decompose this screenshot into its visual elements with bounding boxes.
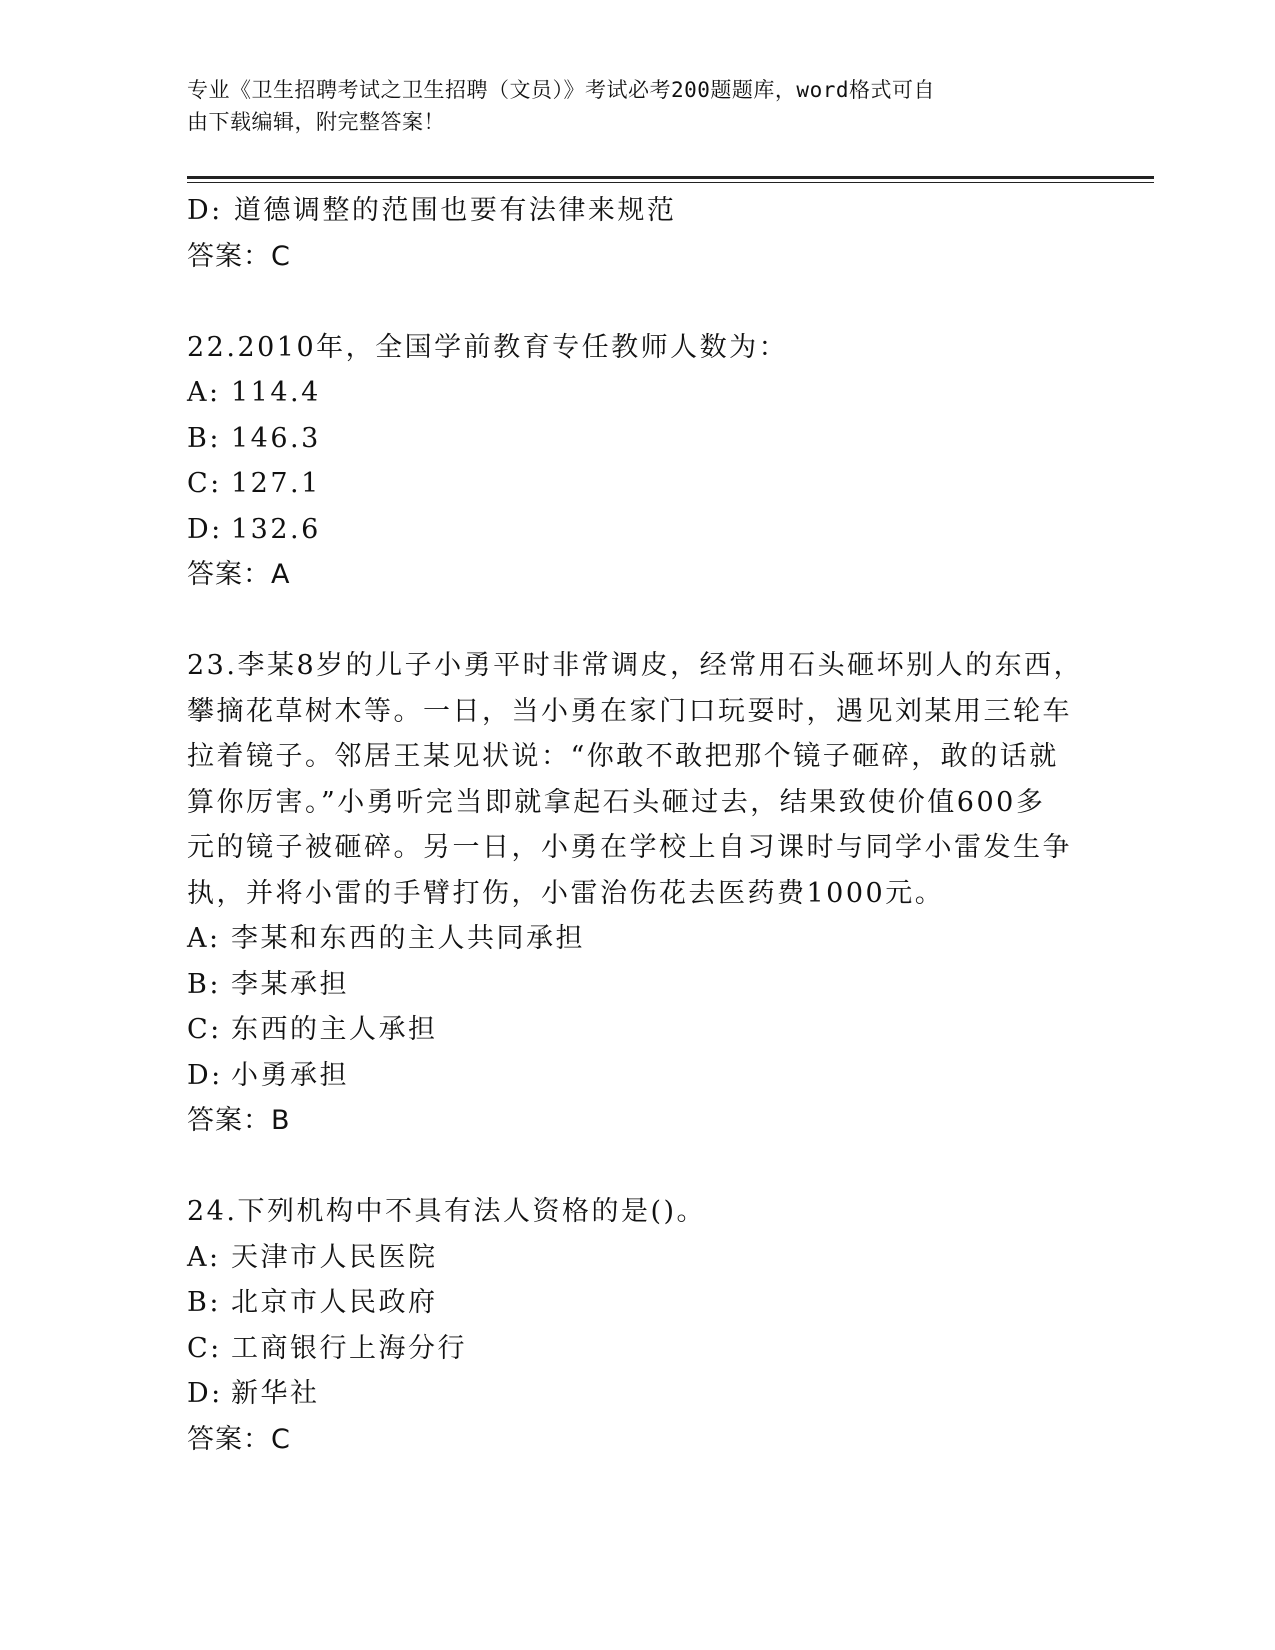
option-text: 132.6 <box>231 513 321 545</box>
option-key: C: <box>187 1332 222 1364</box>
question-stem-line: 执，并将小雷的手臂打伤，小雷治伤花去医药费1000元。 <box>187 877 945 909</box>
option-d <box>187 1053 1067 1099</box>
answer-label: 答案：B <box>187 1105 291 1136</box>
option-a <box>187 1235 1067 1281</box>
option-a <box>187 370 1067 416</box>
option-key: A: <box>187 377 221 408</box>
question-stem-line: 23.李某8岁的儿子小勇平时非常调皮，经常用石头砸坏别人的东西， <box>187 650 1084 681</box>
option-a <box>187 916 1067 962</box>
header-rule-thin <box>187 182 1154 183</box>
option-text: 114.4 <box>231 377 321 408</box>
question-23 <box>187 643 1084 1144</box>
option-d <box>187 507 1067 553</box>
option-b <box>187 962 1067 1008</box>
option-text: 李某承担 <box>231 968 349 1000</box>
header-line-2: 由下载编辑，附完整答案！ <box>187 110 445 134</box>
option-text: 李某和东西的主人共同承担 <box>231 923 585 954</box>
option-text: 小勇承担 <box>231 1059 349 1091</box>
option-key: A: <box>187 923 221 954</box>
option-key: B: <box>187 968 221 1000</box>
carryover-option-d: D: 道德调整的范围也要有法律来规范 <box>187 195 677 226</box>
option-b <box>187 1280 1067 1326</box>
document-body <box>187 188 1084 1462</box>
answer-label: 答案：C <box>187 1423 291 1455</box>
carryover-answer: 答案：C <box>187 240 291 272</box>
option-d <box>187 1371 1067 1417</box>
option-c <box>187 1007 1067 1053</box>
option-key: D: <box>187 513 223 545</box>
question-stem-line: 攀摘花草树木等。一日，当小勇在家门口玩耍时，遇见刘某用三轮车 <box>187 695 1072 727</box>
option-c <box>187 461 1067 507</box>
option-text: 天津市人民医院 <box>231 1241 438 1273</box>
option-key: D: <box>187 1059 223 1091</box>
answer-label: 答案：A <box>187 559 291 590</box>
option-key: D: <box>187 1378 223 1409</box>
header-line-1: 专业《卫生招聘考试之卫生招聘（文员）》考试必考200题题库，word格式可自 <box>187 78 935 102</box>
option-b <box>187 416 1067 462</box>
option-text: 146.3 <box>231 422 321 454</box>
question-24 <box>187 1189 1067 1462</box>
option-text: 工商银行上海分行 <box>231 1332 467 1364</box>
question-stem-line: 拉着镜子。邻居王某见状说：“你敢不敢把那个镜子砸碎，敢的话就 <box>187 741 1059 772</box>
question-stem-line: 元的镜子被砸碎。另一日，小勇在学校上自习课时与同学小雷发生争 <box>187 832 1072 863</box>
option-key: C: <box>187 1014 222 1045</box>
option-key: C: <box>187 468 222 499</box>
header-rule-thick <box>187 176 1154 179</box>
option-key: A: <box>187 1241 221 1273</box>
option-key: B: <box>187 422 221 454</box>
option-text: 东西的主人承担 <box>231 1014 438 1045</box>
option-text: 127.1 <box>231 468 321 499</box>
option-c <box>187 1326 1067 1372</box>
carryover-block <box>187 188 1067 279</box>
option-key: B: <box>187 1287 221 1318</box>
question-stem: 22.2010年，全国学前教育专任教师人数为： <box>187 331 789 363</box>
document-header <box>187 74 1067 138</box>
option-text: 北京市人民政府 <box>231 1287 438 1318</box>
question-stem-line: 算你厉害。”小勇听完当即就拿起石头砸过去，结果致使价值600多 <box>187 786 1046 818</box>
question-22 <box>187 325 1067 598</box>
question-stem: 24.下列机构中不具有法人资格的是()。 <box>187 1196 707 1227</box>
option-text: 新华社 <box>231 1378 320 1409</box>
